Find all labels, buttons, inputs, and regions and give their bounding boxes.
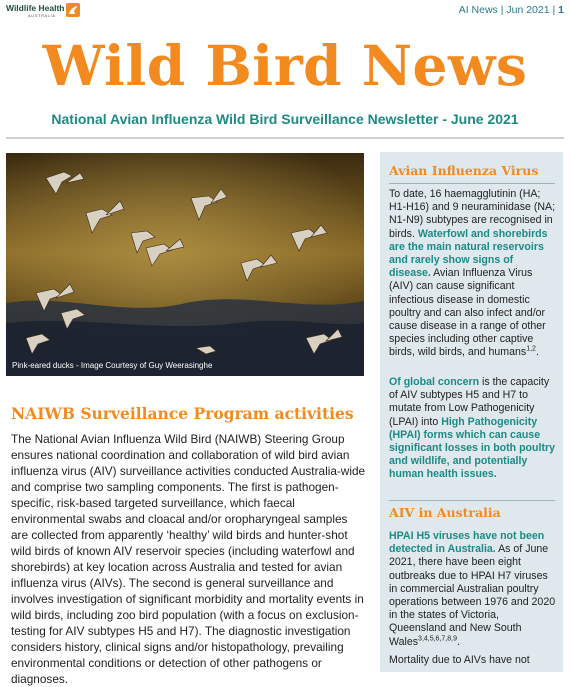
wildlife-health-logo	[6, 4, 80, 18]
sidebar-panel	[380, 152, 563, 672]
sidebar-text: .	[456, 635, 460, 648]
sidebar-paragraph-3	[389, 530, 557, 649]
sidebar-text: As of June 2021, there have been eight outbreaks due to HPAI H7 viruses in commercial Australian poultry operations between 1976 and 2020 in the states of Victoria, Queensland and New South Wales	[389, 543, 556, 648]
reference-superscript: 1,2	[526, 345, 536, 353]
ducks-photo	[6, 153, 364, 376]
photo-caption: Pink-eared ducks - Image Courtesy of Guy Weerasinghe	[12, 361, 213, 370]
sidebar-highlight: Of global concern	[389, 376, 480, 388]
reference-superscript: 3,4,5,6,7,8,9	[418, 635, 457, 643]
masthead-title: Wild Bird News	[42, 33, 528, 98]
sidebar-title-avian-influenza: Avian Influenza Virus	[389, 163, 539, 178]
header-divider	[6, 137, 564, 139]
issue-info	[459, 4, 564, 16]
logo-sub: AUSTRALIA	[28, 13, 56, 18]
logo-name: Wildlife Health	[6, 3, 65, 13]
sidebar-text: To date, 16 haemagglutinin (HA; H1-H16) and 9 neuraminidase (NA; N1-N9) subtypes are recognised in birds.	[389, 188, 556, 240]
sidebar-divider-2	[389, 500, 555, 501]
page-header	[0, 0, 570, 26]
main-section-body: The National Avian Influenza Wild Bird (NAIWB) Steering Group ensures national coordination and collaboration of wild bird avian influenza virus (AIV) surveillance activities conducted Australia-wide and comprise two sampling components. The first is pathogen-specific, risk-based targeted surveillance, which faecal environmental swabs and cloacal and/or oropharyngeal samples are collected from apparently ‘healthy’ wild birds and hunter-shot wild birds of known AIV reservoir species (including waterfowl and shorebirds) at key location across Australia and tested for avian influenza virus (AIVs). The second is general surveillance and involves investigation of significant morbidity and mortality events in wild birds, including zoo bird population (with a focus on exclusion-testing for AIV subtypes H5 and H7). The diagnostic investigation considers history, clinical signs and/or histopathology, prevailing environmental conditions or detection of other pathogens or diagnoses.	[11, 432, 366, 686]
main-section-title: NAIWB Surveillance Program activities	[11, 404, 354, 423]
sidebar-divider-1	[389, 183, 555, 184]
sidebar-highlight: HPAI H5 viruses have not been detected in Australia.	[389, 530, 545, 556]
sidebar-paragraph-1	[389, 188, 557, 360]
kangaroo-logo-icon	[66, 3, 80, 17]
issue-text: AI News | Jun 2021 |	[458, 4, 556, 16]
sidebar-text: .	[535, 346, 539, 359]
ducks-photo-illustration	[6, 153, 364, 376]
sidebar-highlight: High Pathogenicity (HPAI) forms which can cause significant losses in both poultry and wildlife, and potentially human health issues.	[389, 415, 555, 481]
page-number: 1	[558, 4, 564, 16]
sidebar-paragraph-4: Mortality due to AIVs have not	[389, 654, 530, 666]
sidebar-text: is the capacity of AIV subtypes H5 and H7 to mutate from Low Pathogenicity (LPAI) into	[389, 376, 550, 428]
sidebar-paragraph-2	[389, 376, 557, 482]
sidebar-title-aiv-australia: AIV in Australia	[389, 505, 501, 520]
newsletter-subtitle: National Avian Influenza Wild Bird Surveillance Newsletter - June 2021	[51, 111, 519, 127]
sidebar-highlight: Waterfowl and shorebirds are the main natural reservoirs and rarely show signs of disease.	[389, 227, 548, 280]
sidebar-text: Avian Influenza Virus (AIV) can cause significant infectious disease in domestic poultry and can also infect and/or cause disease in a range of other species including other captive birds, wild birds, and humans	[389, 267, 546, 359]
